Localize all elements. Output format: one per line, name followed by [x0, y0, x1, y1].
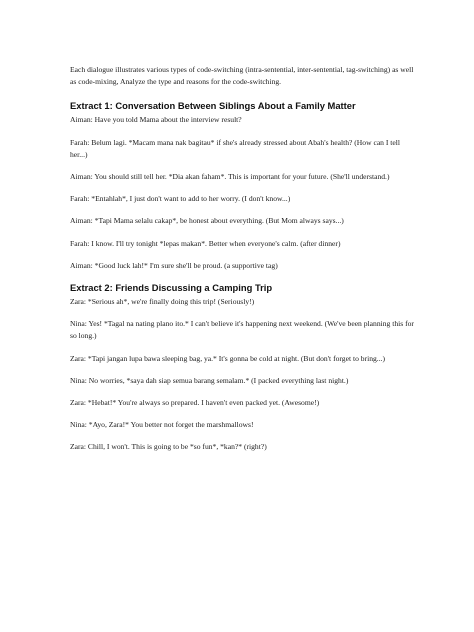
extract-1-heading: Extract 1: Conversation Between Siblings About a Family Matter — [70, 100, 356, 112]
extract-1-line: Farah: I know. I'll try tonight *lepas makan*. Better when everyone's calm. (after dinner) — [70, 238, 341, 248]
extract-1-line: Aiman: *Tapi Mama selalu cakap*, be honest about everything. (But Mom always says...) — [70, 216, 344, 226]
extract-1-line: Aiman: Have you told Mama about the interview result? — [70, 115, 242, 125]
extract-2-heading: Extract 2: Friends Discussing a Camping Trip — [70, 282, 273, 294]
extract-2-line: Nina: *Ayo, Zara!* You better not forget the marshmallows! — [70, 420, 254, 430]
extract-2-line: Zara: *Serious ah*, we're finally doing this trip! (Seriously!) — [70, 297, 255, 307]
document-body — [70, 64, 415, 464]
extract-2-line: Zara: *Hebat!* You're always so prepared. I haven't even packed yet. (Awesome!) — [70, 398, 320, 408]
extract-1-line: Farah: Belum lagi. *Macam mana nak bagitau* if she's already stressed about Abah's health? (How can I tell her...) — [70, 137, 401, 159]
intro-paragraph: Each dialogue illustrates various types of code-switching (intra-sentential, inter-sentential, tag-switching) as well as code-mixing, Analyze the type and reasons for the code-switching. — [70, 65, 414, 87]
extract-1-line: Farah: *Entahlah*, I just don't want to add to her worry. (I don't know...) — [70, 194, 291, 204]
extract-2-line: Zara: Chill, I won't. This is going to be *so fun*, *kan?* (right?) — [70, 442, 267, 452]
extract-2-line: Nina: Yes! *Tagal na nating plano ito.* I can't believe it's happening next weekend. (We've been planning this for so long.) — [70, 319, 414, 341]
extract-2-line: Nina: No worries, *saya dah siap semua barang semalam.* (I packed everything last night.) — [70, 375, 349, 385]
extract-2-line: Zara: *Tapi jangan lupa bawa sleeping bag, ya.* It's gonna be cold at night. (But don't forget to bring...) — [70, 353, 386, 363]
extract-1-line: Aiman: *Good luck lah!* I'm sure she'll be proud. (a supportive tag) — [70, 260, 278, 270]
extract-1-line: Aiman: You should still tell her. *Dia akan faham*. This is important for your future. (She'll understand.) — [70, 172, 390, 182]
